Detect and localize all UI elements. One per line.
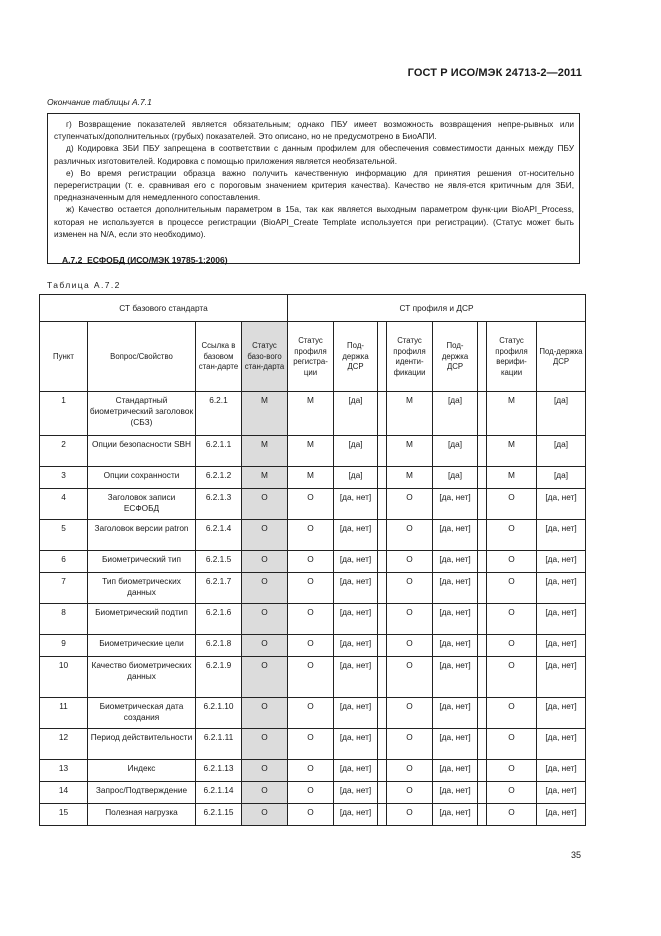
col-gap: [478, 604, 487, 635]
cell-reg-status: O: [288, 551, 334, 573]
cell-num: 7: [40, 573, 88, 604]
cell-id-status: O: [387, 573, 433, 604]
cell-question: Заголовок версии patron: [88, 520, 196, 551]
col-gap: [378, 782, 387, 804]
cell-id-status: O: [387, 804, 433, 826]
cell-num: 13: [40, 760, 88, 782]
note-d: д) Кодировка ЗБИ ПБУ запрещена в соответствии с данным профилем для обеспечения совместимости данных между ПБУ различных изготовителей. Кодировка с помощью приложения является необязательной.: [54, 143, 574, 166]
cell-ver-status: O: [487, 698, 537, 729]
col-gap: [478, 551, 487, 573]
cell-base-status: M: [242, 392, 288, 436]
cell-reg-status: O: [288, 520, 334, 551]
cell-question: Опции сохранности: [88, 467, 196, 489]
cell-num: 10: [40, 657, 88, 698]
cell-ref: 6.2.1.15: [196, 804, 242, 826]
cell-id-support: [да, нет]: [433, 520, 478, 551]
cell-id-support: [да, нет]: [433, 489, 478, 520]
col-gap: [478, 804, 487, 826]
col-gap: [378, 436, 387, 467]
cell-id-support: [да]: [433, 467, 478, 489]
cell-id-status: M: [387, 467, 433, 489]
cell-ref: 6.2.1.5: [196, 551, 242, 573]
table-row: [40, 436, 586, 467]
table-caption: Таблица А.7.2: [47, 280, 121, 290]
cell-id-support: [да, нет]: [433, 729, 478, 760]
col-gap: [478, 635, 487, 657]
col-header-id-status: Статус профиля иденти-фикации: [387, 322, 433, 392]
cell-question: Опции безопасности SBH: [88, 436, 196, 467]
cell-ver-status: O: [487, 604, 537, 635]
cell-ver-status: M: [487, 392, 537, 436]
col-header-num: Пункт: [40, 322, 88, 392]
group-header-base: СТ базового стандарта: [40, 295, 288, 322]
document-code: ГОСТ Р ИСО/МЭК 24713-2—2011: [407, 67, 582, 79]
cell-id-status: M: [387, 392, 433, 436]
section-heading: [62, 255, 228, 265]
col-gap: [478, 573, 487, 604]
cell-base-status: O: [242, 635, 288, 657]
cell-id-status: O: [387, 657, 433, 698]
cell-id-status: O: [387, 729, 433, 760]
cell-reg-support: [да, нет]: [334, 760, 378, 782]
cell-base-status: O: [242, 729, 288, 760]
cell-base-status: O: [242, 551, 288, 573]
cell-id-support: [да, нет]: [433, 604, 478, 635]
cell-ver-support: [да, нет]: [537, 635, 586, 657]
cell-base-status: O: [242, 657, 288, 698]
group-header-profile: СТ профиля и ДСР: [288, 295, 586, 322]
cell-ref: 6.2.1: [196, 392, 242, 436]
cell-question: Тип биометрических данных: [88, 573, 196, 604]
cell-question: Индекс: [88, 760, 196, 782]
cell-reg-support: [да, нет]: [334, 782, 378, 804]
cell-ver-status: O: [487, 551, 537, 573]
cell-ver-status: M: [487, 436, 537, 467]
cell-base-status: O: [242, 804, 288, 826]
table-row: [40, 729, 586, 760]
cell-id-status: O: [387, 698, 433, 729]
col-gap: [378, 467, 387, 489]
col-gap: [478, 467, 487, 489]
cell-reg-support: [да, нет]: [334, 604, 378, 635]
cell-num: 3: [40, 467, 88, 489]
cell-id-support: [да]: [433, 392, 478, 436]
cell-ver-support: [да, нет]: [537, 520, 586, 551]
note-g: г) Возвращение показателей является обязательным; однако ПБУ имеет возможность возвращения непре-рывных или ступенчатых/дополнительных (грубых) показателей. Это описано, но не предусмотрено в БиоАПИ.: [54, 119, 574, 142]
cell-reg-status: O: [288, 782, 334, 804]
table-row: [40, 804, 586, 826]
cell-id-status: O: [387, 760, 433, 782]
cell-ver-status: M: [487, 467, 537, 489]
cell-question: Запрос/Подтверждение: [88, 782, 196, 804]
col-gap: [378, 322, 387, 392]
cell-id-support: [да, нет]: [433, 657, 478, 698]
cell-question: Биометрические цели: [88, 635, 196, 657]
cell-reg-status: O: [288, 635, 334, 657]
table-row: [40, 698, 586, 729]
cell-ref: 6.2.1.14: [196, 782, 242, 804]
cell-reg-support: [да]: [334, 467, 378, 489]
table-row: [40, 760, 586, 782]
cell-base-status: O: [242, 760, 288, 782]
col-gap: [378, 520, 387, 551]
cell-id-status: O: [387, 635, 433, 657]
cell-reg-status: O: [288, 489, 334, 520]
cell-reg-status: M: [288, 436, 334, 467]
cell-ref: 6.2.1.10: [196, 698, 242, 729]
col-gap: [478, 698, 487, 729]
cell-reg-support: [да, нет]: [334, 573, 378, 604]
col-gap: [378, 604, 387, 635]
cell-reg-support: [да, нет]: [334, 729, 378, 760]
cell-ref: 6.2.1.4: [196, 520, 242, 551]
cell-id-status: O: [387, 604, 433, 635]
note-e: е) Во время регистрации образца важно получить качественную информацию для принятия решения от-носительно перерегистрации (т. е. сравнивая его с пороговым значением критерия качества). Качество не явля-ется критичным для ЗБИ, предназначенным для немедленного сопоставления.: [54, 167, 574, 203]
cell-reg-status: O: [288, 760, 334, 782]
cell-ver-status: O: [487, 657, 537, 698]
cell-ver-support: [да, нет]: [537, 698, 586, 729]
cell-ver-status: O: [487, 760, 537, 782]
cell-reg-status: O: [288, 573, 334, 604]
cell-reg-support: [да]: [334, 436, 378, 467]
cell-reg-support: [да, нет]: [334, 804, 378, 826]
cell-ver-support: [да]: [537, 467, 586, 489]
cell-ver-support: [да, нет]: [537, 573, 586, 604]
cell-id-support: [да]: [433, 436, 478, 467]
cell-base-status: O: [242, 489, 288, 520]
cell-ref: 6.2.1.7: [196, 573, 242, 604]
cell-id-status: O: [387, 551, 433, 573]
cell-num: 5: [40, 520, 88, 551]
cell-base-status: O: [242, 520, 288, 551]
cell-base-status: O: [242, 604, 288, 635]
cell-question: Биометрическая дата создания: [88, 698, 196, 729]
cell-reg-support: [да, нет]: [334, 657, 378, 698]
cell-num: 8: [40, 604, 88, 635]
table-row: [40, 604, 586, 635]
cell-ver-status: O: [487, 520, 537, 551]
cell-id-support: [да, нет]: [433, 698, 478, 729]
cell-ref: 6.2.1.2: [196, 467, 242, 489]
cell-id-support: [да, нет]: [433, 551, 478, 573]
cell-num: 2: [40, 436, 88, 467]
cell-base-status: M: [242, 467, 288, 489]
cell-num: 1: [40, 392, 88, 436]
cell-num: 6: [40, 551, 88, 573]
col-gap: [378, 657, 387, 698]
cell-reg-support: [да, нет]: [334, 551, 378, 573]
cell-ver-status: O: [487, 489, 537, 520]
cell-id-status: O: [387, 489, 433, 520]
col-gap: [378, 804, 387, 826]
cell-reg-support: [да, нет]: [334, 520, 378, 551]
col-gap: [378, 760, 387, 782]
cell-reg-status: O: [288, 657, 334, 698]
cell-base-status: O: [242, 782, 288, 804]
col-header-question: Вопрос/Свойство: [88, 322, 196, 392]
cell-num: 15: [40, 804, 88, 826]
cell-reg-status: M: [288, 467, 334, 489]
cell-ver-support: [да, нет]: [537, 760, 586, 782]
col-header-ver-status: Статус профиля верифи-кации: [487, 322, 537, 392]
cell-id-status: O: [387, 782, 433, 804]
cell-ref: 6.2.1.8: [196, 635, 242, 657]
col-gap: [478, 322, 487, 392]
col-header-ref: Ссылка в базовом стан-дарте: [196, 322, 242, 392]
cell-num: 9: [40, 635, 88, 657]
col-gap: [378, 729, 387, 760]
cell-id-status: M: [387, 436, 433, 467]
cell-question: Заголовок записи ЕСФОБД: [88, 489, 196, 520]
table-row: [40, 392, 586, 436]
cell-reg-status: O: [288, 698, 334, 729]
col-gap: [478, 657, 487, 698]
section-number: А.7.2: [62, 255, 83, 265]
col-gap: [378, 489, 387, 520]
notes-box: [47, 113, 580, 264]
col-gap: [378, 573, 387, 604]
cell-ref: 6.2.1.3: [196, 489, 242, 520]
note-zh: ж) Качество остается дополнительным параметром в 15а, так как является выходным параметром функ-ции BioAPI_Process, которая не используется в процессе регистрации (BioAPI_Create Template используется при регистрации). (Статус может быть изменен на N/A, если это необходимо).: [54, 204, 574, 239]
col-header-reg-support: Под-держка ДСР: [334, 322, 378, 392]
cell-ref: 6.2.1.6: [196, 604, 242, 635]
cell-ver-support: [да]: [537, 392, 586, 436]
cell-question: Биометрический тип: [88, 551, 196, 573]
col-gap: [478, 729, 487, 760]
cell-ver-support: [да, нет]: [537, 729, 586, 760]
col-gap: [478, 436, 487, 467]
cell-reg-status: M: [288, 392, 334, 436]
cell-num: 11: [40, 698, 88, 729]
cell-num: 14: [40, 782, 88, 804]
col-header-id-support: Под-держка ДСР: [433, 322, 478, 392]
cell-reg-support: [да, нет]: [334, 698, 378, 729]
cell-question: Полезная нагрузка: [88, 804, 196, 826]
table-row: [40, 520, 586, 551]
col-header-reg-status: Статус профиля регистра-ции: [288, 322, 334, 392]
col-gap: [378, 698, 387, 729]
cell-ver-support: [да, нет]: [537, 489, 586, 520]
cell-question: Биометрический подтип: [88, 604, 196, 635]
table-row: [40, 467, 586, 489]
table-row: [40, 489, 586, 520]
cell-base-status: O: [242, 573, 288, 604]
col-gap: [378, 392, 387, 436]
table-row: [40, 782, 586, 804]
col-gap: [378, 635, 387, 657]
page-number: 35: [571, 850, 582, 860]
cell-num: 12: [40, 729, 88, 760]
cell-id-support: [да, нет]: [433, 782, 478, 804]
table-continuation-label: Окончание таблицы А.7.1: [47, 97, 152, 107]
table-row: [40, 573, 586, 604]
col-header-ver-support: Под-держка ДСР: [537, 322, 586, 392]
cell-reg-support: [да]: [334, 392, 378, 436]
cell-reg-status: O: [288, 804, 334, 826]
table-row: [40, 551, 586, 573]
cell-ver-support: [да, нет]: [537, 782, 586, 804]
cell-ver-status: O: [487, 782, 537, 804]
cell-reg-support: [да, нет]: [334, 489, 378, 520]
col-gap: [478, 520, 487, 551]
col-gap: [478, 489, 487, 520]
cell-ver-status: O: [487, 804, 537, 826]
cell-num: 4: [40, 489, 88, 520]
cell-ver-status: O: [487, 635, 537, 657]
cell-question: Стандартный биометрический заголовок (СБЗ): [88, 392, 196, 436]
table-row: [40, 657, 586, 698]
col-header-base-status: Статус базо-вого стан-дарта: [242, 322, 288, 392]
cell-id-support: [да, нет]: [433, 573, 478, 604]
cell-ver-support: [да, нет]: [537, 551, 586, 573]
cell-ver-support: [да, нет]: [537, 804, 586, 826]
cell-ref: 6.2.1.9: [196, 657, 242, 698]
col-gap: [478, 782, 487, 804]
cell-id-support: [да, нет]: [433, 760, 478, 782]
cell-question: Качество биометрических данных: [88, 657, 196, 698]
cell-ref: 6.2.1.11: [196, 729, 242, 760]
cell-id-support: [да, нет]: [433, 635, 478, 657]
cell-ver-support: [да, нет]: [537, 657, 586, 698]
cell-ver-support: [да]: [537, 436, 586, 467]
cell-id-support: [да, нет]: [433, 804, 478, 826]
cell-base-status: O: [242, 698, 288, 729]
cell-reg-status: O: [288, 604, 334, 635]
section-title: ЕСФОБД (ИСО/МЭК 19785-1:2006): [87, 255, 228, 265]
cell-base-status: M: [242, 436, 288, 467]
cell-ref: 6.2.1.1: [196, 436, 242, 467]
cell-question: Период действительности: [88, 729, 196, 760]
cell-ref: 6.2.1.13: [196, 760, 242, 782]
cell-ver-support: [да, нет]: [537, 604, 586, 635]
cell-reg-status: O: [288, 729, 334, 760]
status-table: [39, 294, 586, 826]
table-row: [40, 635, 586, 657]
col-gap: [478, 392, 487, 436]
col-gap: [378, 551, 387, 573]
cell-id-status: O: [387, 520, 433, 551]
cell-ver-status: O: [487, 573, 537, 604]
cell-reg-support: [да, нет]: [334, 635, 378, 657]
col-gap: [478, 760, 487, 782]
cell-ver-status: O: [487, 729, 537, 760]
